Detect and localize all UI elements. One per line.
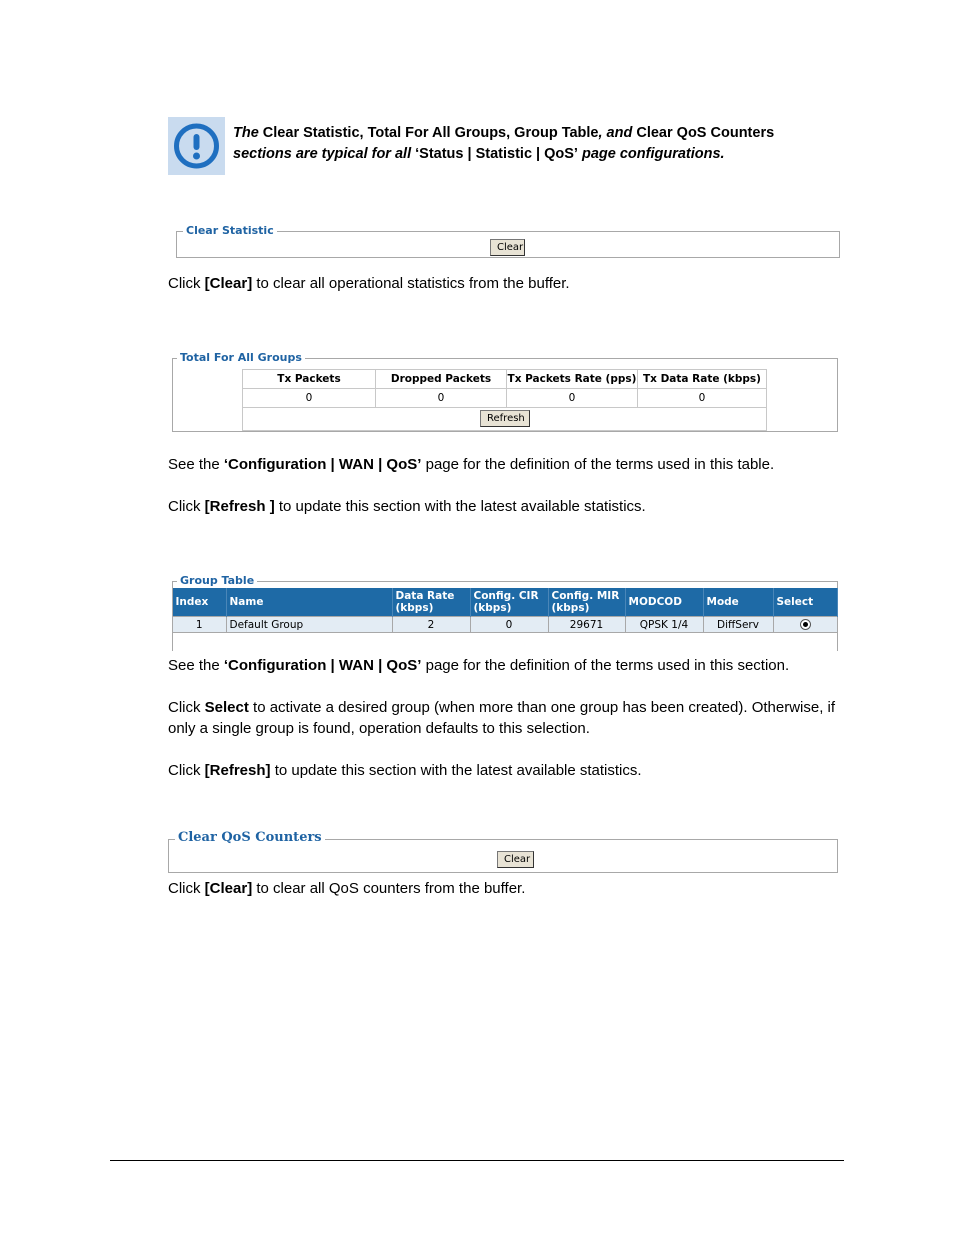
- select-cell: [773, 617, 838, 633]
- desc-text: to update this section with the latest available statistics.: [270, 762, 642, 779]
- group-index-cell: 1: [173, 617, 227, 633]
- clear-statistic-button[interactable]: Clear: [490, 239, 525, 256]
- column-header: Tx Packets Rate (pps): [507, 370, 638, 389]
- column-header: Data Rate (kbps): [392, 588, 470, 617]
- refresh-button[interactable]: Refresh: [480, 410, 530, 427]
- note-text-part: Clear QoS Counters: [632, 125, 775, 141]
- column-header: Tx Data Rate (kbps): [638, 370, 767, 389]
- note-text-part: sections are typical for all: [233, 146, 412, 162]
- column-header: Index: [173, 588, 227, 617]
- desc-text: Click: [168, 762, 205, 779]
- desc-text: See the: [168, 456, 224, 473]
- desc-bold: [Refresh]: [204, 762, 271, 779]
- mode-cell: DiffServ: [703, 617, 773, 633]
- modcod-cell: QPSK 1/4: [625, 617, 703, 633]
- desc-text: to clear all QoS counters from the buffer.: [252, 880, 526, 897]
- column-header: Dropped Packets: [376, 370, 507, 389]
- column-header: Config. MIR (kbps): [548, 588, 625, 617]
- column-header: Mode: [703, 588, 773, 617]
- desc-bold: [Refresh ]: [204, 498, 275, 515]
- total-groups-description-1: [168, 454, 848, 475]
- column-header: Select: [773, 588, 838, 617]
- config-mir-cell: 29671: [548, 617, 625, 633]
- desc-bold: ‘Configuration | WAN | QoS’: [223, 456, 422, 473]
- desc-text: to activate a desired group (when more than one group has been created). Otherwise, if only a single group is found, operation defaults to this selection.: [168, 699, 836, 737]
- desc-bold: [Clear]: [204, 880, 253, 897]
- table-row: [243, 389, 767, 408]
- total-groups-description-2: [168, 496, 848, 517]
- note-text-part: Clear Statistic, Total For All Groups, Group Table: [258, 125, 599, 141]
- config-cir-cell: 0: [470, 617, 548, 633]
- clear-statistic-panel: [176, 224, 840, 258]
- table-cell: 0: [638, 389, 767, 408]
- table-header-row: [243, 370, 767, 389]
- column-header: Config. CIR (kbps): [470, 588, 548, 617]
- clear-qos-description: [168, 878, 848, 899]
- column-header: Name: [226, 588, 392, 617]
- group-table-legend: Group Table: [177, 574, 257, 588]
- table-cell: 0: [243, 389, 376, 408]
- desc-bold: ‘Configuration | WAN | QoS’: [223, 657, 422, 674]
- column-header: Tx Packets: [243, 370, 376, 389]
- clear-qos-legend: Clear QoS Counters: [175, 831, 325, 845]
- note-text: [233, 123, 833, 165]
- select-radio[interactable]: [800, 619, 811, 630]
- note-text-part: ‘Status | Statistic | QoS’: [411, 146, 578, 162]
- group-table-description-3: [168, 760, 848, 781]
- table-cell: 0: [376, 389, 507, 408]
- table-cell: 0: [507, 389, 638, 408]
- desc-text: Click: [168, 880, 205, 897]
- footer-rule: [110, 1160, 844, 1161]
- table-row[interactable]: [173, 617, 838, 633]
- desc-bold: Select: [204, 699, 249, 716]
- note-icon-box: [168, 117, 225, 175]
- clear-qos-button[interactable]: Clear: [497, 851, 534, 868]
- total-groups-legend: Total For All Groups: [177, 351, 305, 365]
- desc-text: Click: [168, 275, 205, 292]
- desc-text: See the: [168, 657, 224, 674]
- desc-text: to clear all operational statistics from the buffer.: [252, 275, 570, 292]
- desc-text: Click: [168, 498, 205, 515]
- desc-text: page for the definition of the terms used in this table.: [421, 456, 775, 473]
- group-table: [172, 588, 838, 633]
- table-header-row: [173, 588, 838, 617]
- desc-text: page for the definition of the terms used in this section.: [421, 657, 790, 674]
- note-text-part: page configurations.: [577, 146, 725, 162]
- group-table-description-1: [168, 655, 848, 676]
- desc-text: to update this section with the latest available statistics.: [274, 498, 646, 515]
- clear-statistic-legend: Clear Statistic: [183, 224, 277, 238]
- data-rate-cell: 2: [392, 617, 470, 633]
- column-header: MODCOD: [625, 588, 703, 617]
- group-table-description-2: [168, 697, 848, 739]
- note-text-part: The: [233, 125, 259, 141]
- exclamation-circle-icon: [168, 117, 225, 175]
- group-name-cell: Default Group: [226, 617, 392, 633]
- clear-statistic-description: [168, 273, 848, 294]
- note-text-part: , and: [598, 125, 633, 141]
- desc-text: Click: [168, 699, 205, 716]
- clear-qos-counters-panel: [168, 830, 838, 873]
- desc-bold: [Clear]: [204, 275, 253, 292]
